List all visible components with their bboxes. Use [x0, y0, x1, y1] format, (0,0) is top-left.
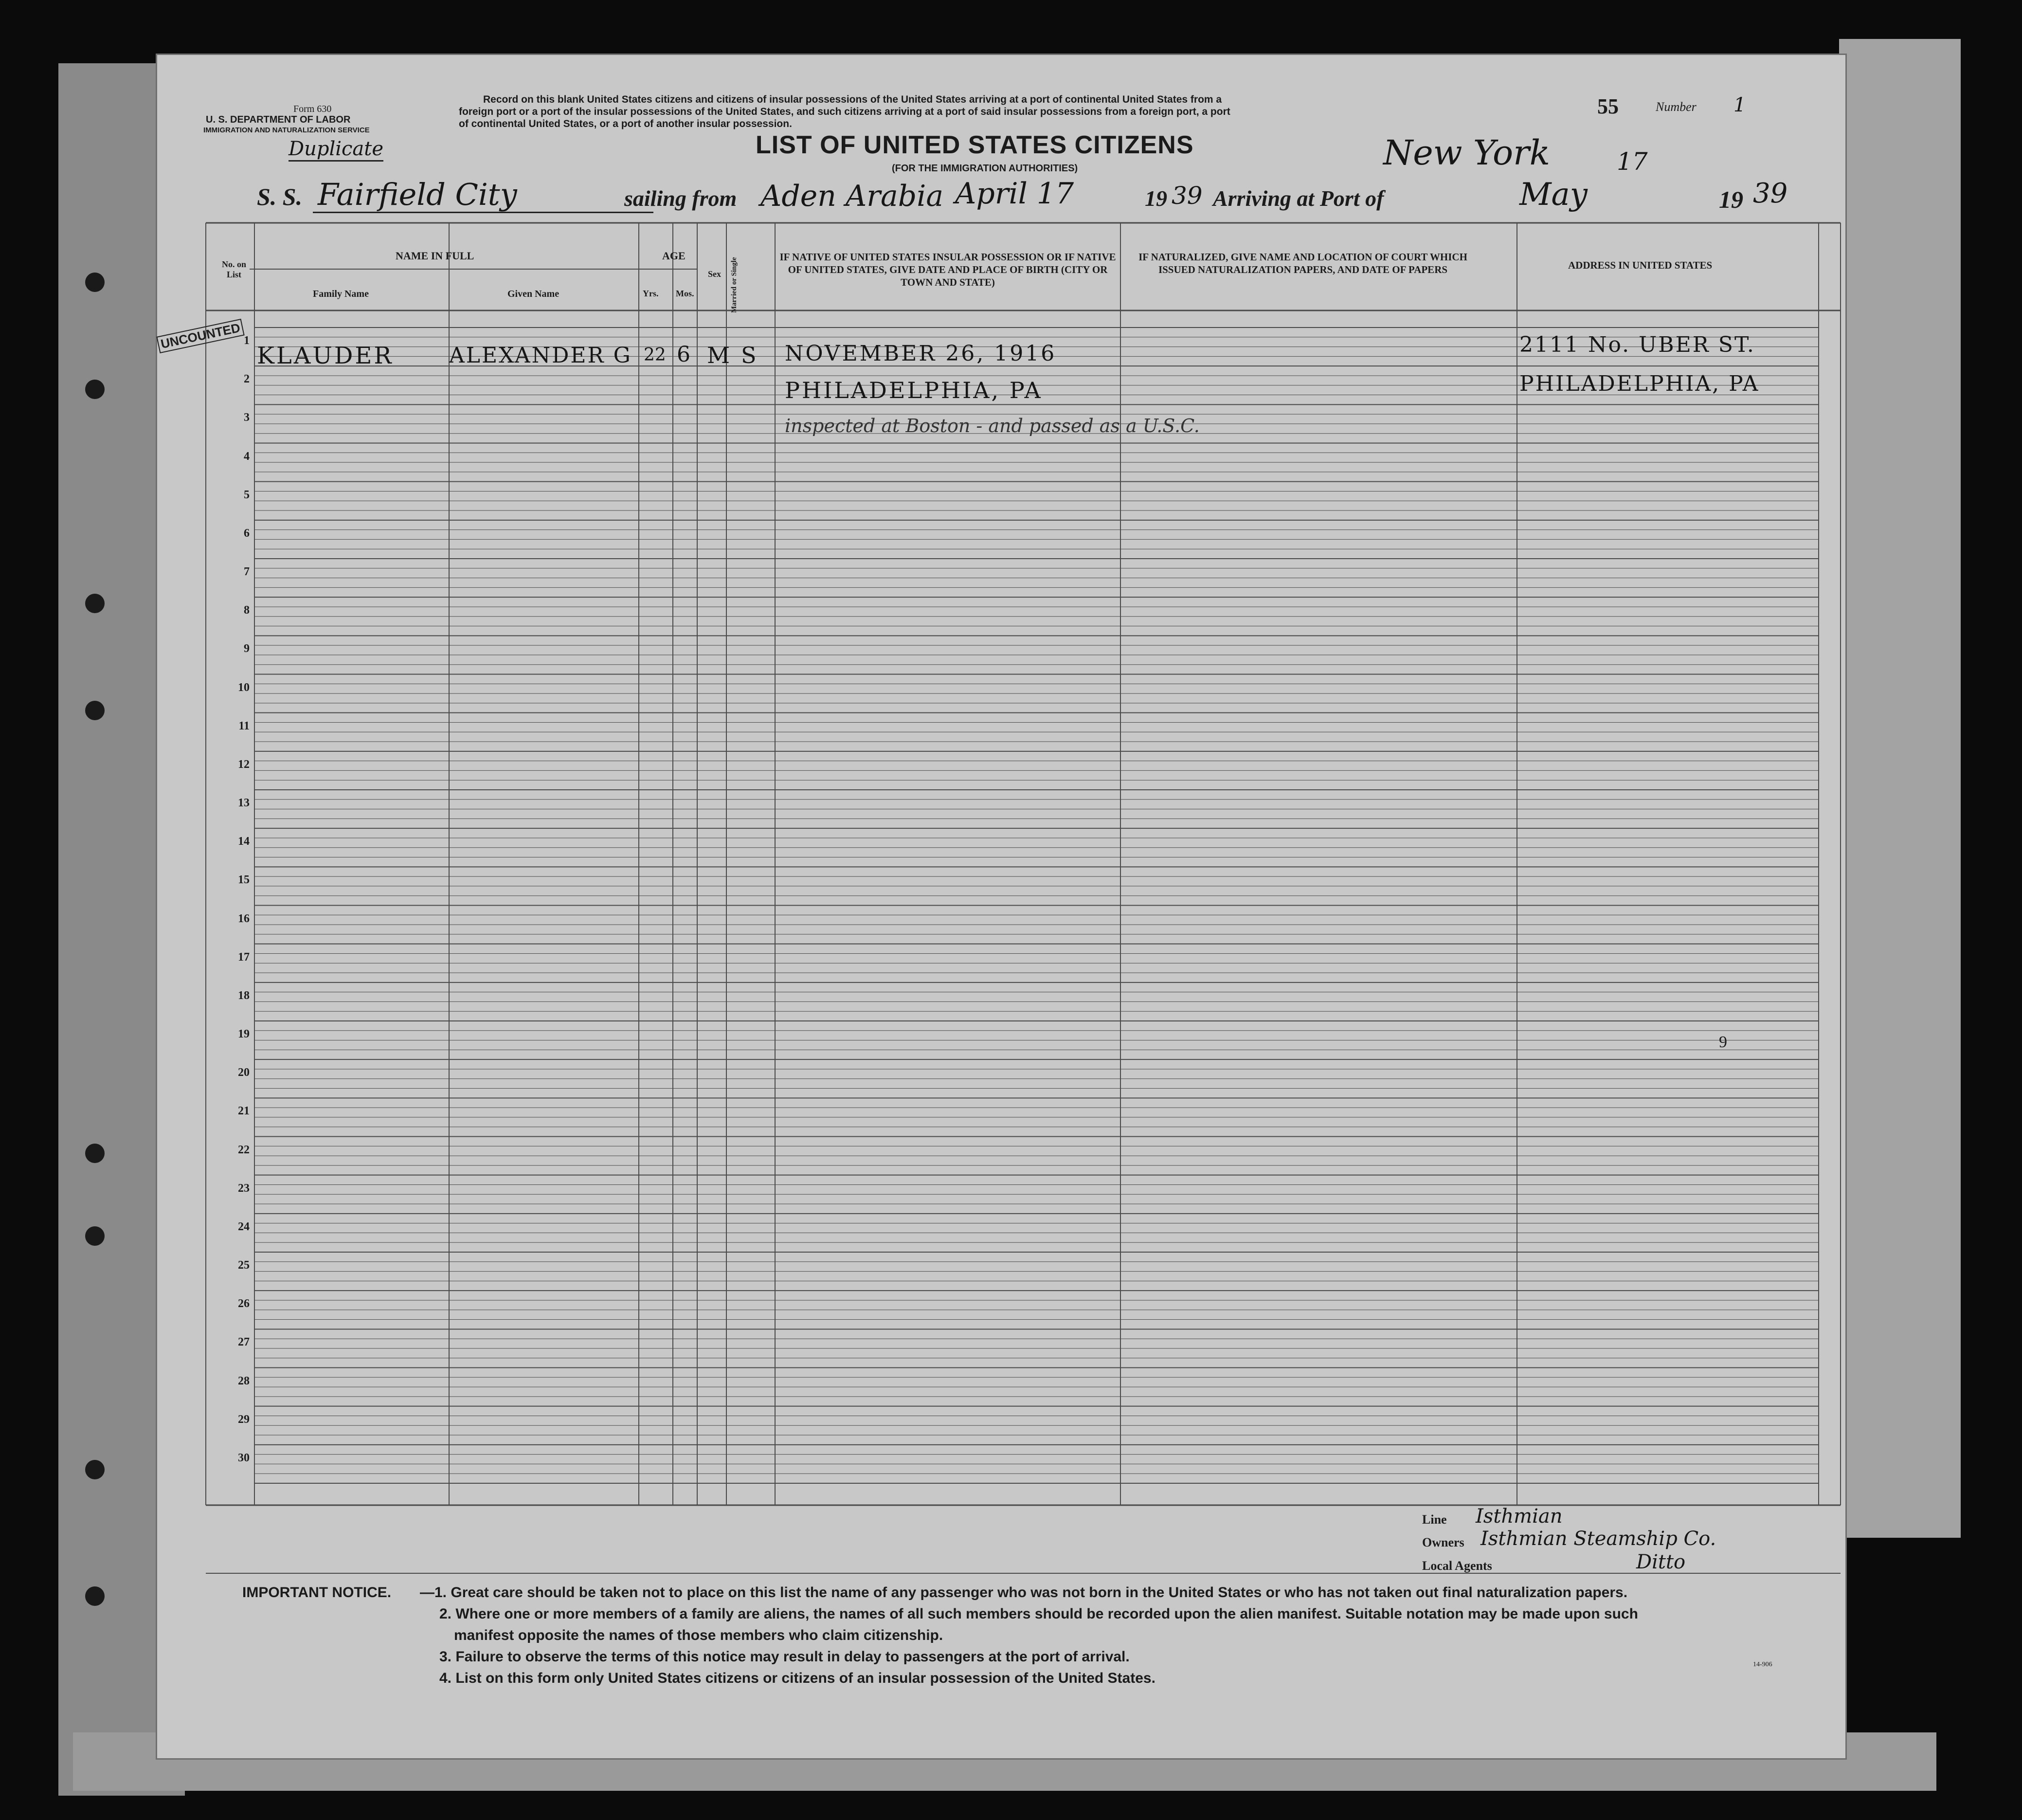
row-number: 23: [238, 1182, 250, 1195]
duplicate-note: Duplicate: [289, 138, 383, 162]
line-value: Isthmian: [1476, 1505, 1563, 1528]
row-number: 24: [238, 1220, 250, 1233]
sailing-label: sailing from: [624, 186, 737, 211]
agents-label: Local Agents: [1422, 1559, 1492, 1573]
binder-hole: [85, 1226, 105, 1246]
row-number: 18: [238, 989, 250, 1002]
binder-hole: [85, 701, 105, 720]
sheet-number: 55: [1597, 94, 1619, 118]
manifest-sheet: [156, 54, 1847, 1760]
row-number: 26: [238, 1297, 250, 1310]
row-number: 9: [244, 642, 250, 655]
col-name-in-full: NAME IN FULL: [396, 250, 474, 262]
row-number: 16: [238, 912, 250, 925]
from-port: Aden Arabia: [760, 179, 944, 213]
row-number: 27: [238, 1336, 250, 1349]
binder-hole: [85, 380, 105, 399]
row-number: 20: [238, 1066, 250, 1079]
row-number: 8: [244, 604, 250, 617]
row-number: 22: [238, 1143, 250, 1156]
col-yrs: Yrs.: [643, 289, 659, 298]
instructions-line-2: foreign port or a port of the insular possessions of the United States, and such citizens arriving at a port of said insular possessions from a foreign port, a port: [459, 106, 1230, 117]
col-naturalized-info: [1125, 251, 1480, 276]
departure-year-prefix: 19: [1145, 186, 1167, 211]
binder-hole: [85, 594, 105, 613]
binder-hole: [85, 1586, 105, 1606]
col-age: AGE: [662, 250, 686, 262]
uncounted-stamp: UNCOUNTED: [156, 319, 244, 353]
service: IMMIGRATION AND NATURALIZATION SERVICE: [203, 126, 370, 134]
binder-hole: [85, 1460, 105, 1479]
notice-1: —1. Great care should be taken not to place on this list the name of any passenger who was not born in the United States or who has not taken out final naturalization papers.: [420, 1584, 1628, 1601]
row-number: 25: [238, 1259, 250, 1272]
arrival-port: New York: [1383, 133, 1550, 173]
instructions-line-1: Record on this blank United States citizens and citizens of insular possessions of the United States arriving at a port of continental United States from a: [483, 94, 1222, 105]
col-naturalized-info-text: IF NATURALIZED, GIVE NAME AND LOCATION OF COURT WHICH ISSUED NATURALIZATION PAPERS, AND DATE OF PAPERS: [1138, 251, 1467, 275]
notice-2: 2. Where one or more members of a family are aliens, the names of all such members should be recorded upon the alien manifest. Suitable notation may be made upon such: [439, 1606, 1638, 1622]
row-number: 10: [238, 681, 250, 694]
entry-sex: M: [707, 342, 730, 368]
agents-value: Ditto: [1636, 1551, 1686, 1573]
entry-given-name: ALEXANDER G: [449, 343, 632, 368]
row-number: 29: [238, 1413, 250, 1426]
under-page-edge-right: [1839, 39, 1961, 1538]
col-given-name: Given Name: [507, 289, 560, 299]
col-birth-info-text: IF NATIVE OF UNITED STATES INSULAR POSSESSION OR IF NATIVE OF UNITED STATES, GIVE DATE AND PLACE OF BIRTH (CITY OR TOWN AND STATE): [779, 251, 1116, 288]
col-sex: Sex: [708, 269, 721, 279]
row-number: 11: [238, 719, 250, 732]
row-number: 19: [238, 1028, 250, 1040]
row-number: 3: [244, 411, 250, 424]
entry-remark: inspected at Boston - and passed as a U.S.C.: [785, 415, 1200, 437]
col-address: ADDRESS IN UNITED STATES: [1568, 259, 1713, 271]
manifest-table-grid: [157, 55, 1845, 1758]
entry-birth-date: NOVEMBER 26, 1916: [785, 341, 1057, 366]
row-number: 14: [238, 835, 250, 848]
arrival-month: May: [1519, 177, 1588, 213]
row-number: 15: [238, 874, 250, 887]
row-number: 17: [238, 950, 250, 964]
binder-hole: [85, 1144, 105, 1163]
page-title: LIST OF UNITED STATES CITIZENS: [756, 131, 1194, 159]
arrival-year-prefix: 19: [1719, 186, 1743, 213]
department: U. S. DEPARTMENT OF LABOR: [206, 114, 351, 125]
notice-4: 4. List on this form only United States citizens or citizens of an insular possession of the United States.: [439, 1670, 1155, 1686]
col-family-name: Family Name: [313, 289, 369, 299]
arriving-label: Arriving at Port of: [1213, 186, 1384, 211]
stray-mark: 9: [1719, 1033, 1727, 1051]
entry-birth-place: PHILADELPHIA, PA: [785, 377, 1043, 403]
col-married-single: Married or Single: [730, 257, 738, 313]
notice-3: 3. Failure to observe the terms of this notice may result in delay to passengers at the port of arrival.: [439, 1649, 1130, 1665]
notice-heading: IMPORTANT NOTICE.: [242, 1584, 392, 1601]
entry-marital: S: [741, 342, 757, 368]
entry-address-line1: 2111 No. UBER ST.: [1519, 332, 1755, 357]
page-subtitle: (FOR THE IMMIGRATION AUTHORITIES): [892, 163, 1078, 174]
owners-value: Isthmian Steamship Co.: [1480, 1528, 1716, 1550]
row-number: 30: [238, 1451, 250, 1464]
row-number: 7: [244, 565, 250, 578]
row-number: 4: [244, 450, 250, 463]
entry-family-name: KLAUDER: [257, 342, 394, 369]
line-label: Line: [1422, 1512, 1447, 1527]
ss-label: S. S.: [257, 183, 303, 210]
print-code: 14-906: [1753, 1661, 1772, 1668]
ship-name: Fairfield City: [318, 177, 517, 212]
row-number: 2: [244, 373, 250, 386]
row-number: 1: [244, 334, 250, 347]
col-no-on-list: [215, 259, 253, 280]
row-number: 12: [238, 758, 250, 771]
instructions-line-3: of continental United States, or a port of another insular possession.: [459, 118, 792, 129]
row-number: 28: [238, 1374, 250, 1387]
binder-hole: [85, 273, 105, 292]
col-no-on-list-text: No. on List: [221, 259, 246, 279]
form-number: Form 630: [293, 104, 332, 114]
entry-age-mos: 6: [677, 342, 690, 367]
owners-label: Owners: [1422, 1535, 1464, 1549]
col-mos: Mos.: [676, 289, 694, 298]
departure-month-day: April 17: [955, 177, 1074, 211]
row-number: 6: [244, 527, 250, 540]
number-value: 1: [1733, 94, 1746, 116]
row-number: 21: [238, 1105, 250, 1118]
arrival-day: 17: [1617, 147, 1648, 176]
notice-2-cont: manifest opposite the names of those members who claim citizenship.: [454, 1627, 943, 1643]
col-birth-info: [777, 251, 1118, 289]
arrival-year: 39: [1753, 178, 1788, 209]
row-number: 13: [238, 797, 250, 809]
row-number: 5: [244, 488, 250, 501]
entry-age-yrs: 22: [644, 345, 666, 365]
entry-address-line2: PHILADELPHIA, PA: [1519, 371, 1760, 396]
number-label: Number: [1656, 100, 1697, 114]
departure-year: 39: [1172, 182, 1203, 210]
